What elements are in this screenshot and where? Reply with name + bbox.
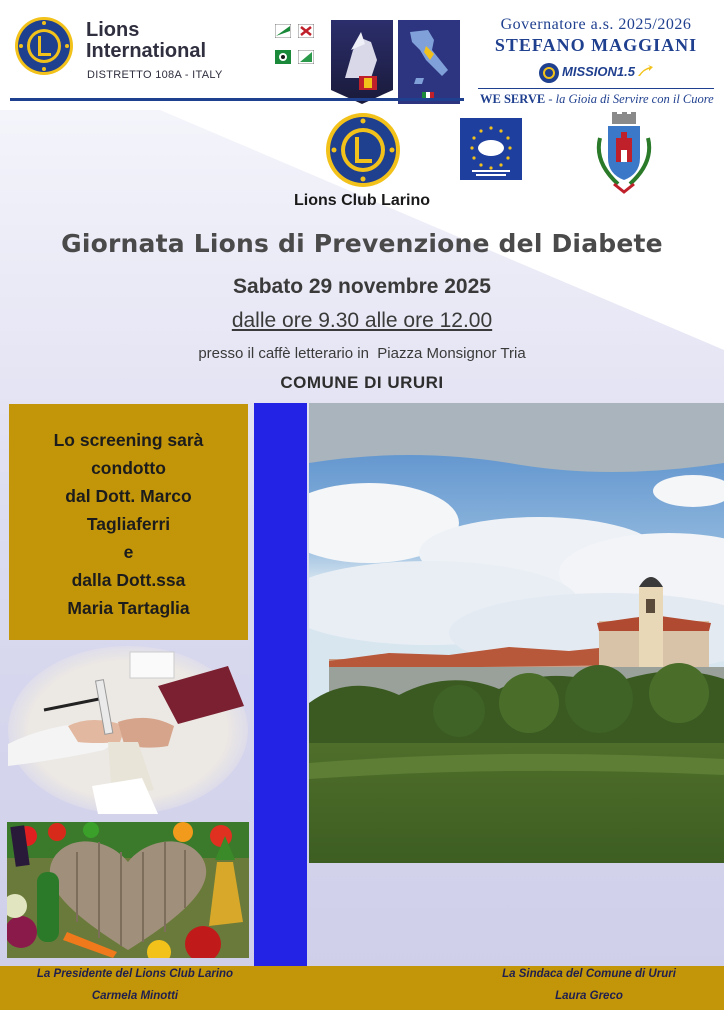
signature-footer	[0, 966, 724, 1010]
signatory-right-role: La Sindaca del Comune di Ururi	[502, 968, 676, 980]
signatory-right-name: Laura Greco	[555, 990, 623, 1002]
lions-large-emblem-icon	[325, 112, 401, 188]
municipality: COMUNE DI URURI	[280, 373, 444, 392]
event-hours: dalle ore 9.30 alle ore 12.00	[231, 309, 493, 332]
blue-accent-bar	[254, 403, 307, 966]
regional-flag-icon	[298, 24, 314, 38]
municipal-crest	[592, 112, 656, 196]
mission-arrow-icon	[636, 64, 654, 78]
regional-flag-icon	[275, 24, 291, 38]
header-rule	[10, 98, 464, 101]
org-name: Lions International	[86, 19, 207, 62]
district-label: DISTRETTO 108A - ITALY	[87, 69, 223, 81]
mission-label: MISSION1.5	[562, 64, 635, 79]
motto: WE SERVE - la Gioia di Servire con il Cuore	[480, 92, 714, 106]
ururi-landscape-photo	[309, 403, 724, 863]
screening-line: dal Dott. Marco	[65, 486, 192, 506]
district-knight-card	[331, 20, 393, 104]
regional-flag-icon	[298, 50, 314, 64]
screening-line: e	[123, 542, 134, 562]
governor-name: STEFANO MAGGIANI	[494, 35, 698, 55]
screening-line: dalla Dott.ssa	[71, 570, 186, 590]
glucose-test-photo	[8, 646, 248, 814]
signatory-left-name: Carmela Minotti	[91, 990, 179, 1002]
aild-logo	[460, 118, 522, 180]
signatory-left-role: La Presidente del Lions Club Larino	[36, 968, 234, 980]
governor-label: Governatore a.s. 2025/2026	[500, 16, 692, 33]
lions-small-emblem-icon	[538, 62, 560, 84]
screening-line: Tagliaferri	[86, 514, 171, 534]
lions-emblem-icon	[14, 16, 74, 76]
club-name: Lions Club Larino	[294, 192, 430, 209]
event-title: Giornata Lions di Prevenzione del Diabete	[61, 229, 663, 258]
screening-line: condotto	[91, 458, 166, 478]
header	[0, 0, 724, 110]
screening-line: Lo screening sarà	[53, 430, 204, 450]
event-venue: presso il caffè letterario in Piazza Monsignor Tria	[198, 345, 526, 362]
screening-box	[9, 404, 248, 640]
regional-flag-icon	[275, 50, 291, 64]
event-date: Sabato 29 novembre 2025	[233, 275, 491, 298]
district-italy-map-card	[398, 20, 460, 104]
header-rule-right	[478, 88, 714, 89]
screening-line: Maria Tartaglia	[67, 598, 190, 618]
healthy-food-photo	[7, 822, 249, 958]
